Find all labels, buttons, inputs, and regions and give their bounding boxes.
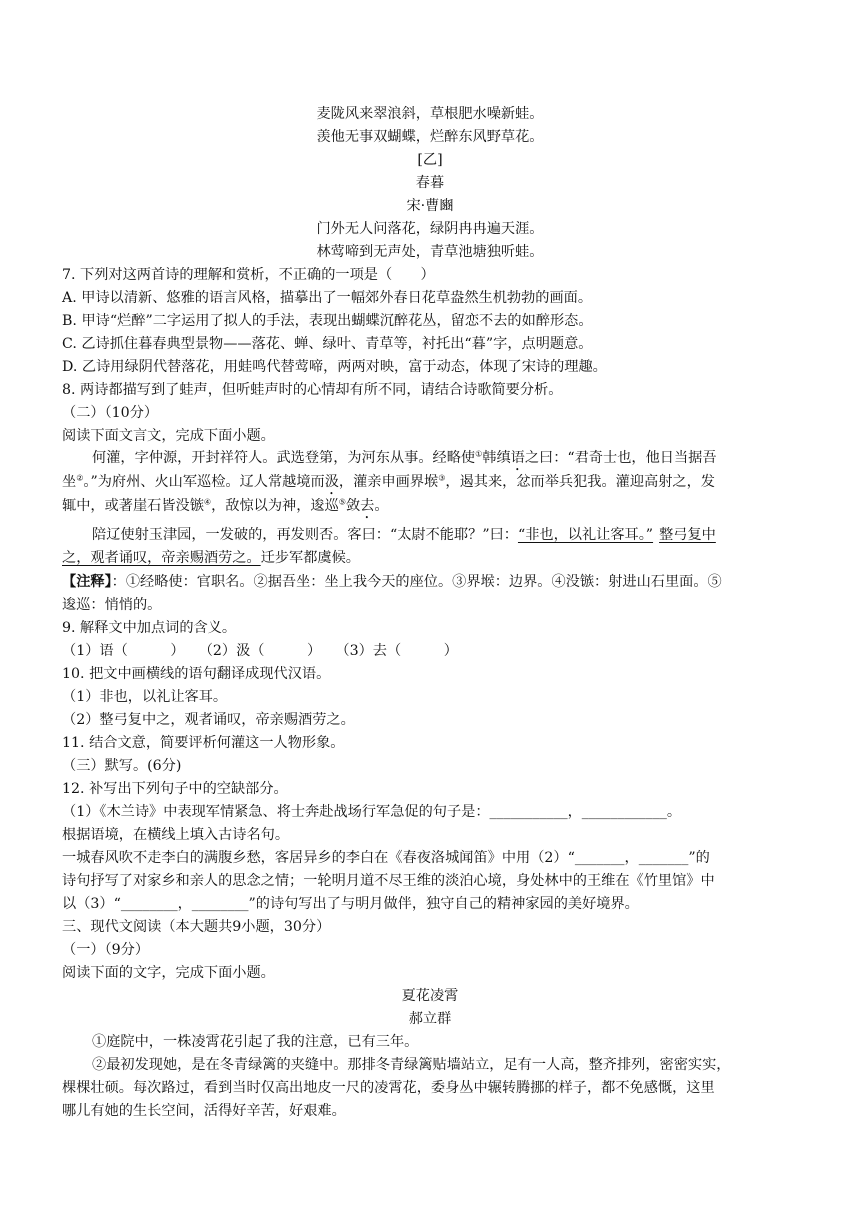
text-segment: 辄中，或著崖石皆没镞	[62, 498, 204, 514]
question-11: 11. 结合文意，简要评析何灌这一人物形象。	[62, 735, 345, 751]
question-7-option-a: A. 甲诗以清新、悠雅的语言风格，描摹出了一幅郊外春日花草盎然生机勃勃的画面。	[62, 290, 593, 306]
article-paragraph-1: ①庭院中，一株凌霄花引起了我的注意，已有三年。	[92, 1034, 419, 1050]
note-marker-5: ⑤	[338, 497, 346, 507]
text-segment: 之曰：“君奇士也，他日当据吾	[524, 450, 717, 466]
article-paragraph-2-line-1: ②最初发现她，是在冬青绿篱的夹缝中。那排冬青绿篱贴墙站立，足有一人高，整齐排列，密密实实，	[92, 1057, 731, 1073]
text-segment: 迁步军都虞候。	[260, 550, 360, 566]
notes-line-1	[62, 572, 722, 592]
question-7-option-d: D. 乙诗用绿阴代替落花，用蛙鸣代替莺啼，两两对映，富于动态，体现了宋诗的理趣。	[62, 359, 607, 375]
poem-b-author: 宋·曹豳	[406, 198, 454, 214]
question-8: 8. 两诗都描写到了蛙声，但听蛙声时的心情却有所不同，请结合诗歌简要分析。	[62, 382, 563, 398]
question-9: 9. 解释文中加点词的含义。	[62, 620, 237, 636]
article-paragraph-2-line-2: 棵棵壮硕。每次路过，看到当时仅高出地皮一尺的凌霄花，委身丛中辗转腾挪的样子，都不免感慨，这里	[62, 1080, 715, 1096]
dotted-word-ji: 汲	[324, 474, 339, 490]
underlined-sentence-2-part-1: 整弓复中	[659, 527, 716, 543]
context-paragraph-line-1: 一城春风吹不走李白的满腹乡愁，客居异乡的李白在《春夜洛城闻笛》中用（2）“_______，_______”的	[62, 850, 710, 866]
note-marker-2: ②	[76, 473, 84, 483]
article-author: 郝立群	[408, 1011, 452, 1027]
text-segment: 。	[374, 498, 389, 514]
poem-b-line-1: 门外无人问落花，绿阴冉冉遍天涯。	[316, 221, 544, 237]
section-2-heading: （二）（10分）	[62, 405, 159, 421]
underlined-sentence-2-part-2: 之，观者诵叹，帝亲赐酒劳之。	[62, 550, 261, 566]
text-segment: 。”为府州、火山军巡检。辽人常越境而	[83, 474, 325, 490]
notes-line-2: 逡巡：悄悄的。	[62, 597, 162, 613]
text-segment: ，敌惊以为神，逡巡	[211, 498, 339, 514]
text-segment: 韩缜	[482, 450, 511, 466]
question-9-items: （1）语（ ） （2）汲（ ） （3）去（ ）	[62, 643, 458, 659]
classical-text-para-2-line-1	[92, 525, 716, 545]
text-segment: 何灌，字仲源，开封祥符人。武选登第，为河东从事。经略使	[92, 450, 476, 466]
question-12: 12. 补写出下列句子中的空缺部分。	[62, 781, 288, 797]
notes-text: ：①经略使：官职名。②据吾坐：坐上我今天的座位。③界堠：边界。④没镞：射进山石里面。⑤	[111, 574, 722, 590]
dotted-word-yu: 语	[510, 450, 525, 466]
question-7-option-c: C. 乙诗抓住暮春典型景物——落花、蝉、绿叶、青草等，衬托出“暮”字，点明题意。	[62, 336, 593, 352]
question-10: 10. 把文中画横线的语句翻译成现代汉语。	[62, 666, 331, 682]
text-segment: ，遏其来，忿而举兵犯我。灌迎高射之，发	[445, 474, 715, 490]
poem-b-title: 春暮	[415, 175, 445, 191]
section-2-instruction: 阅读下面文言文，完成下面小题。	[62, 428, 275, 444]
context-paragraph-line-3: 以（3）“________，________”的诗句写出了与明月做伴，独守自己的精神家园的美好境界。	[62, 896, 639, 912]
poem-a-line-4: 羡他无事双蝴蝶，烂醉东风野草花。	[316, 129, 544, 145]
section-3-heading: （三）默写。(6分)	[62, 758, 182, 774]
poem-a-line-3: 麦陇风来翠浪斜，草根肥水噪新蛙。	[316, 106, 544, 122]
question-12-item-1: （1）《木兰诗》中表现军情紧急、将士奔赴战场行军急促的句子是：___________，____________。	[62, 804, 682, 820]
part-3-instruction: 阅读下面的文字，完成下面小题。	[62, 965, 275, 981]
poem-b-line-2: 林莺啼到无声处，青草池塘独听蛙。	[316, 244, 544, 260]
text-segment: 敛	[345, 498, 361, 514]
article-paragraph-2-line-3: 哪儿有她的生长空间，活得好辛苦，好艰难。	[62, 1103, 346, 1119]
part-3-heading: 三、现代文阅读（本大题共9小题，30分）	[62, 919, 331, 935]
text-segment: 坐	[62, 474, 77, 490]
context-instruction: 根据语境，在横线上填入古诗名句。	[62, 827, 290, 843]
question-7-stem: 7. 下列对这两首诗的理解和赏析，不正确的一项是（ ）	[62, 267, 435, 283]
underlined-sentence-1: “非也，以礼让客耳。”	[517, 527, 654, 543]
part-3-subheading: （一）（9分）	[62, 942, 150, 958]
question-10-item-1: （1）非也，以礼让客耳。	[62, 689, 228, 705]
text-segment: ，灌亲申画界堠	[338, 474, 439, 490]
poem-b-label: [乙]	[417, 152, 443, 168]
note-marker-1: ①	[475, 449, 483, 459]
question-10-item-2: （2）整弓复中之，观者诵叹，帝亲赐酒劳之。	[62, 712, 355, 728]
classical-text-para-2-line-2	[62, 548, 360, 568]
classical-text-para-1-line-3	[62, 496, 389, 522]
question-7-option-b: B. 甲诗“烂醉”二字运用了拟人的手法，表现出蝴蝶沉醉花丛，留恋不去的如醉形态。	[62, 313, 593, 329]
note-marker-3: ③	[438, 473, 446, 483]
text-segment: 陪辽使射玉津园，一发破的，再发则否。客曰：“太尉不能耶？”曰：	[92, 527, 518, 543]
classical-text-para-1-line-1	[92, 448, 717, 474]
notes-label: 【注释】	[62, 574, 112, 590]
dotted-word-qu: 去	[360, 498, 375, 514]
note-marker-4: ④	[203, 497, 212, 507]
article-title: 夏花凌霄	[401, 988, 459, 1004]
context-paragraph-line-2: 诗句抒写了对家乡和亲人的思念之情；一轮明月道不尽王维的淡泊心境，身处林中的王维在《竹里馆》中	[62, 873, 715, 889]
classical-text-para-1-line-2	[62, 472, 715, 498]
